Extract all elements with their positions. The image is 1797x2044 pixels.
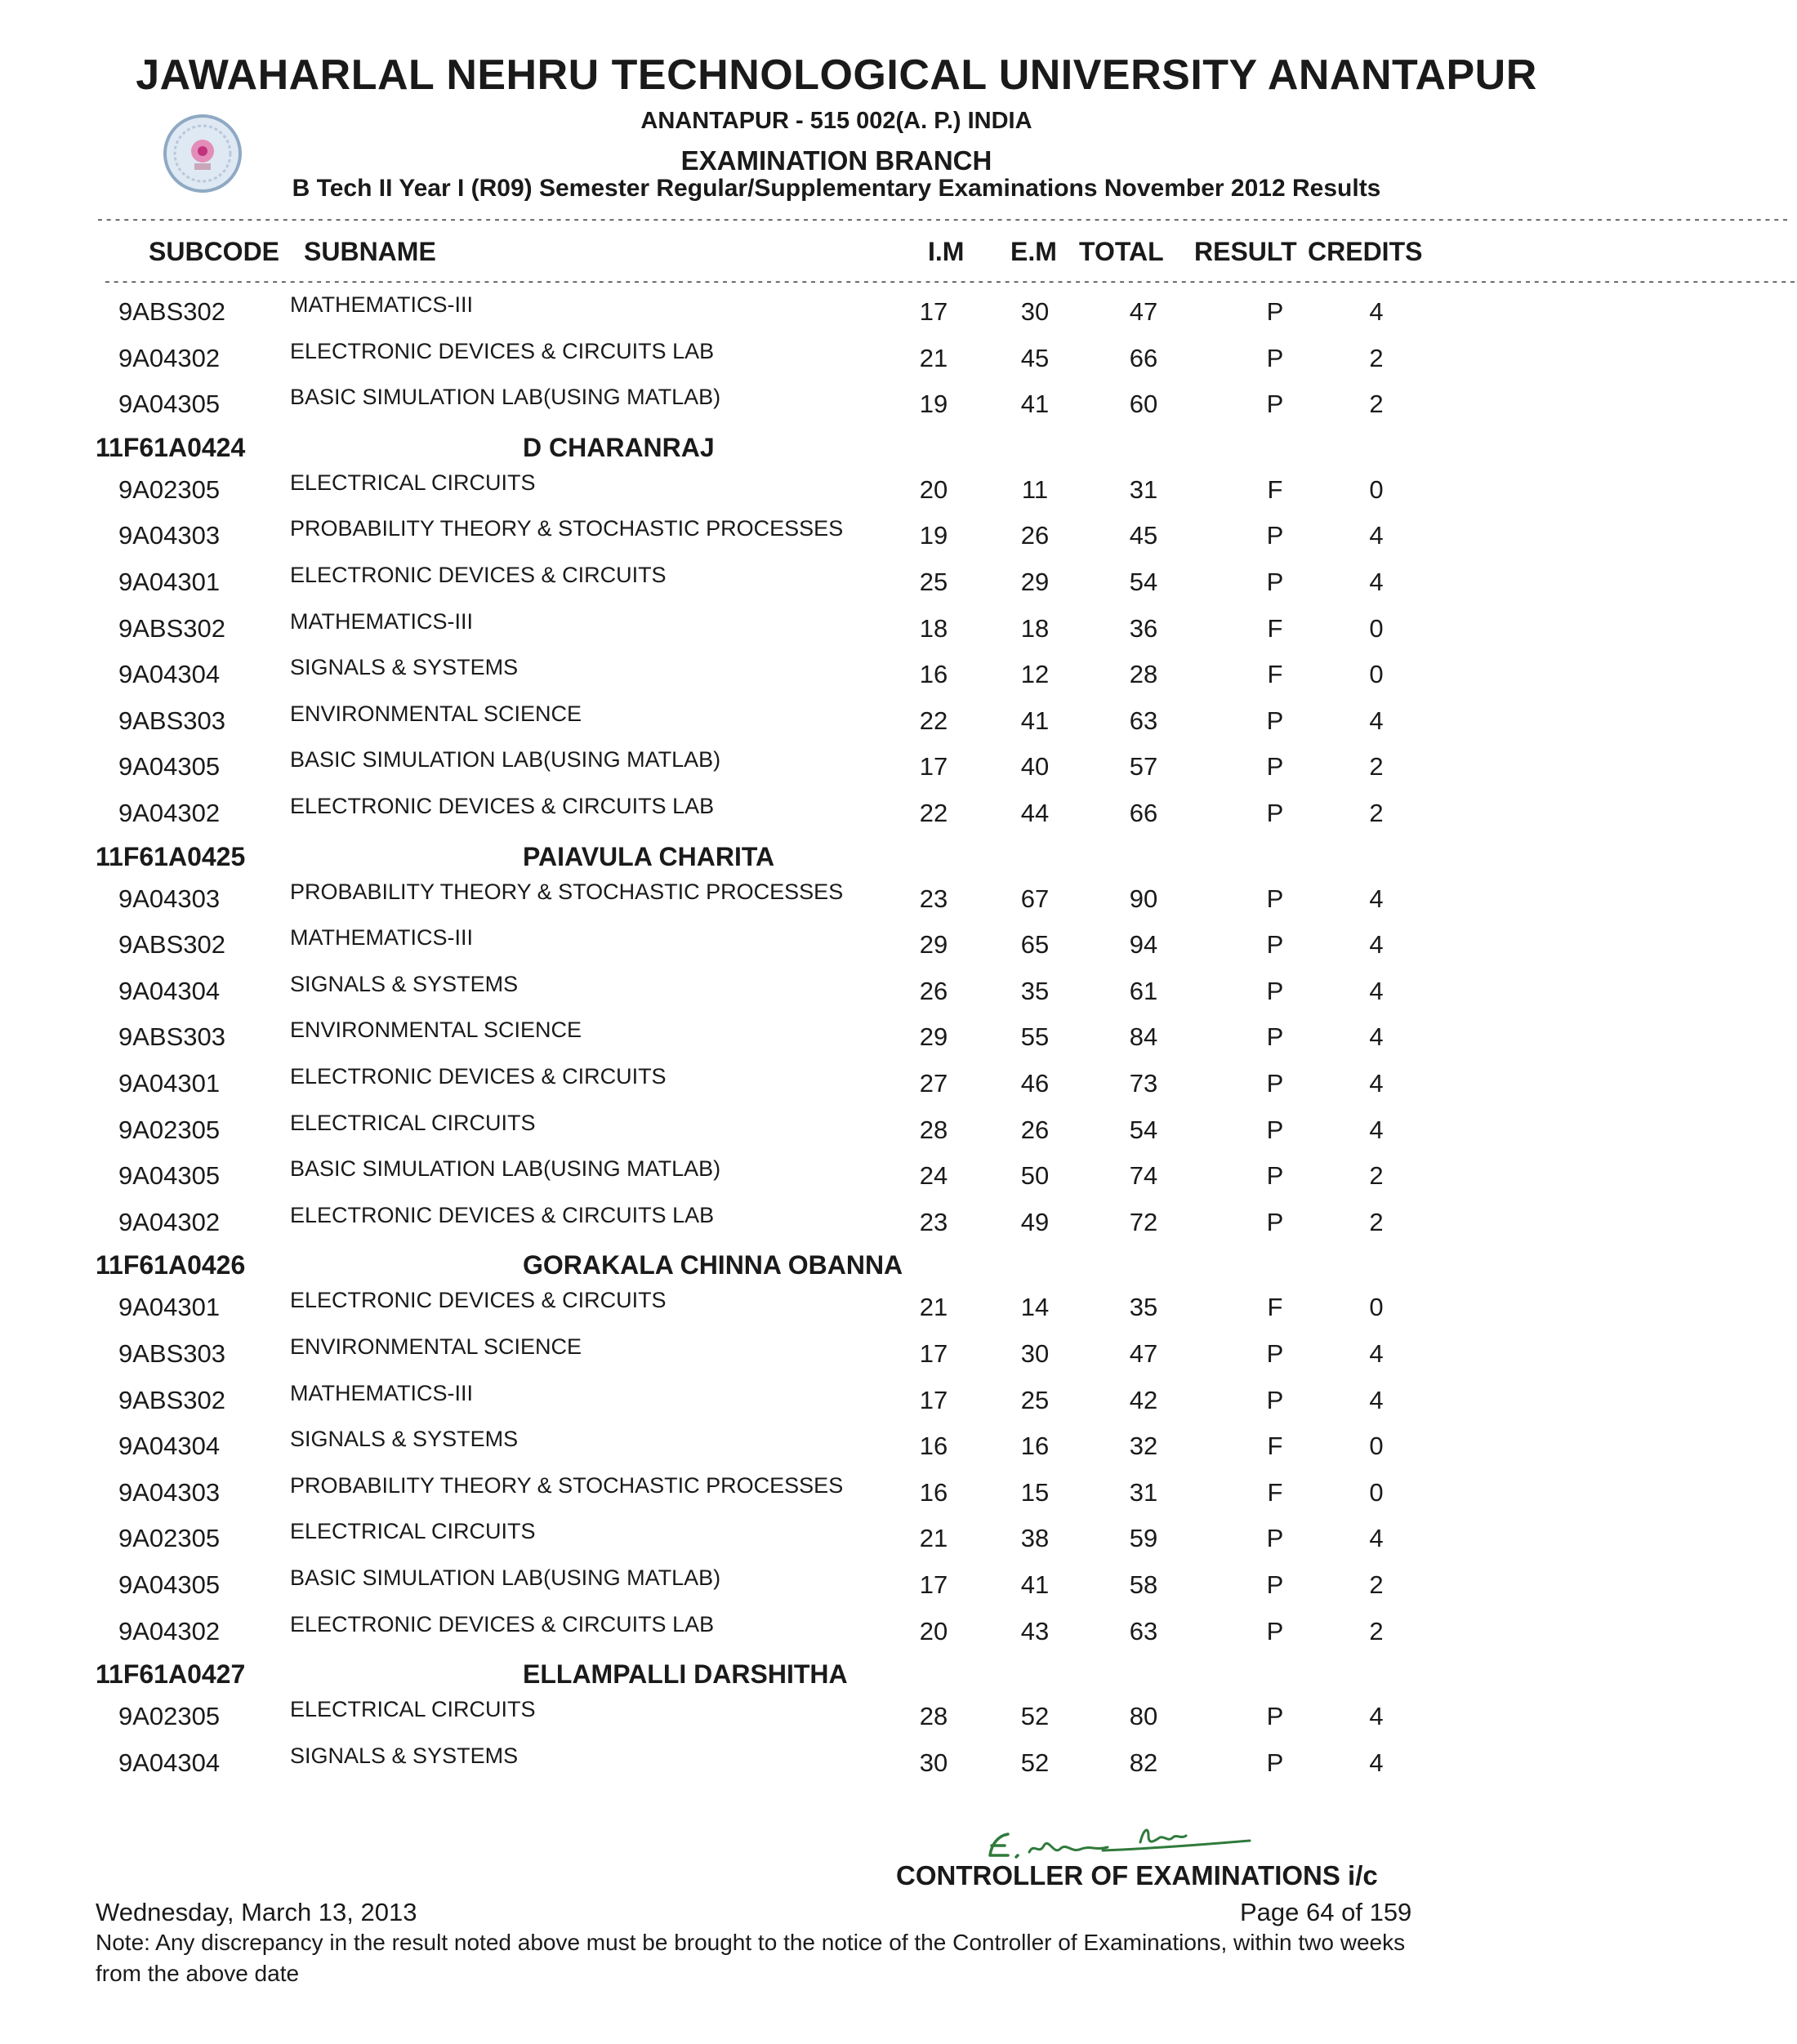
subject-name: MATHEMATICS-III: [290, 1380, 473, 1405]
external-marks: 65: [1020, 930, 1050, 960]
subject-name: SIGNALS & SYSTEMS: [290, 1743, 519, 1768]
total-marks: 80: [1129, 1702, 1158, 1731]
total-marks: 63: [1129, 706, 1158, 735]
external-marks: 38: [1020, 1524, 1050, 1553]
subject-name: ELECTRONIC DEVICES & CIRCUITS: [290, 563, 667, 587]
subject-name: SIGNALS & SYSTEMS: [290, 1427, 519, 1452]
column-header-subname: SUBNAME: [304, 237, 436, 266]
credits: 4: [1369, 1069, 1384, 1098]
result: P: [1266, 1161, 1284, 1191]
student-name: ELLAMPALLI DARSHITHA: [523, 1659, 848, 1690]
internal-marks: 22: [919, 706, 948, 735]
result: P: [1266, 1022, 1284, 1052]
internal-marks: 19: [919, 521, 948, 550]
external-marks: 14: [1020, 1293, 1050, 1322]
result: P: [1266, 1524, 1284, 1553]
subject-code: 9ABS303: [118, 1022, 225, 1052]
subject-code: 9ABS302: [118, 297, 225, 326]
subject-code: 9A04305: [118, 752, 221, 782]
external-marks: 25: [1020, 1385, 1050, 1414]
subject-name: ELECTRONIC DEVICES & CIRCUITS: [290, 1064, 667, 1089]
external-marks: 55: [1020, 1022, 1050, 1052]
credits: 4: [1369, 568, 1384, 596]
total-marks: 31: [1129, 474, 1158, 504]
external-marks: 44: [1020, 799, 1050, 827]
result: F: [1267, 474, 1283, 504]
hall-ticket-number: 11F61A0424: [96, 432, 246, 462]
total-marks: 54: [1129, 568, 1158, 596]
total-marks: 31: [1129, 1477, 1158, 1507]
external-marks: 26: [1020, 521, 1050, 550]
total-marks: 94: [1129, 930, 1158, 960]
external-marks: 30: [1020, 1339, 1050, 1368]
credits: 0: [1369, 1477, 1384, 1507]
credits: 2: [1369, 343, 1384, 372]
exam-title: B Tech II Year I (R09) Semester Regular/Supplementary Examinations November 2012 Results: [292, 175, 1381, 202]
credits: 4: [1369, 1385, 1384, 1414]
credits: 2: [1369, 799, 1384, 827]
total-marks: 28: [1129, 660, 1158, 689]
internal-marks: 17: [919, 1385, 948, 1414]
subject-name: ENVIRONMENTAL SCIENCE: [290, 1334, 582, 1359]
external-marks: 26: [1020, 1115, 1050, 1144]
subject-code: 9A02305: [118, 1115, 221, 1144]
table-row: [0, 1519, 1673, 1565]
total-marks: 32: [1129, 1432, 1158, 1461]
result: P: [1266, 752, 1284, 782]
total-marks: 82: [1129, 1748, 1158, 1777]
credits: 4: [1369, 884, 1384, 913]
table-row: [0, 1334, 1673, 1380]
internal-marks: 16: [919, 1477, 948, 1507]
student-name: GORAKALA CHINNA OBANNA: [523, 1250, 903, 1280]
student-name: D CHARANRAJ: [523, 432, 715, 462]
university-title: JAWAHARLAL NEHRU TECHNOLOGICAL UNIVERSITY ANANTAPUR: [136, 51, 1537, 99]
credits: 4: [1369, 930, 1384, 960]
total-marks: 54: [1129, 1115, 1158, 1144]
table-row: [0, 925, 1673, 971]
table-row: [0, 701, 1673, 747]
subject-name: ELECTRONIC DEVICES & CIRCUITS: [290, 1288, 667, 1313]
result: P: [1266, 1570, 1284, 1599]
result: F: [1267, 1432, 1283, 1461]
total-marks: 42: [1129, 1385, 1158, 1414]
internal-marks: 17: [919, 752, 948, 782]
result: F: [1267, 660, 1283, 689]
result: P: [1266, 884, 1284, 913]
internal-marks: 18: [919, 613, 948, 643]
result: F: [1267, 1477, 1283, 1507]
external-marks: 40: [1020, 752, 1050, 782]
table-row: [0, 385, 1673, 430]
subject-code: 9A04304: [118, 660, 221, 689]
subject-code: 9A04305: [118, 1161, 221, 1191]
subject-name: ELECTRONIC DEVICES & CIRCUITS LAB: [290, 338, 715, 363]
subject-name: BASIC SIMULATION LAB(USING MATLAB): [290, 1565, 721, 1590]
external-marks: 15: [1020, 1477, 1050, 1507]
table-row: [0, 1064, 1673, 1110]
external-marks: 41: [1020, 706, 1050, 735]
external-marks: 35: [1020, 976, 1050, 1005]
table-row: [0, 1743, 1673, 1789]
subject-name: ELECTRICAL CIRCUITS: [290, 470, 536, 495]
total-marks: 58: [1129, 1570, 1158, 1599]
external-marks: 41: [1020, 1570, 1050, 1599]
internal-marks: 24: [919, 1161, 948, 1191]
table-row: [0, 655, 1673, 701]
external-marks: 45: [1020, 343, 1050, 372]
result: P: [1266, 1702, 1284, 1731]
external-marks: 11: [1021, 474, 1049, 504]
table-row: [0, 339, 1673, 385]
credits: 0: [1369, 1432, 1384, 1461]
subject-code: 9A04303: [118, 521, 221, 550]
subject-name: BASIC SIMULATION LAB(USING MATLAB): [290, 1156, 721, 1182]
credits: 2: [1369, 1161, 1384, 1191]
internal-marks: 20: [919, 1616, 948, 1645]
table-row: [0, 1203, 1673, 1249]
subject-name: ENVIRONMENTAL SCIENCE: [290, 701, 582, 726]
subject-name: SIGNALS & SYSTEMS: [290, 655, 519, 680]
internal-marks: 17: [919, 297, 948, 326]
student-header: [0, 842, 1673, 878]
table-row: [0, 1111, 1673, 1156]
divider: ------------------------------------------------------------------------------------------------------------------------------------------------------------------------------------------------: [103, 274, 1797, 291]
subject-code: 9A04302: [118, 343, 221, 372]
student-header: [0, 433, 1673, 469]
credits: 4: [1369, 1022, 1384, 1052]
student-header: [0, 1250, 1673, 1286]
column-header-im: I.M: [928, 237, 965, 266]
credits: 0: [1369, 1293, 1384, 1322]
internal-marks: 21: [919, 1524, 948, 1553]
internal-marks: 26: [919, 976, 948, 1005]
credits: 2: [1369, 1207, 1384, 1236]
total-marks: 35: [1129, 1293, 1158, 1322]
internal-marks: 21: [919, 343, 948, 372]
table-row: [0, 1473, 1673, 1519]
subject-code: 9A04305: [118, 390, 221, 419]
external-marks: 50: [1020, 1161, 1050, 1191]
table-row: [0, 1018, 1673, 1063]
credits: 2: [1369, 1570, 1384, 1599]
student-name: PAIAVULA CHARITA: [523, 841, 775, 871]
subject-code: 9A04305: [118, 1570, 221, 1599]
divider: ------------------------------------------------------------------------------------------------------------------------------------------------------------------------------------------------: [96, 212, 1790, 229]
credits: 4: [1369, 1524, 1384, 1553]
subject-code: 9A04301: [118, 1293, 221, 1322]
internal-marks: 29: [919, 1022, 948, 1052]
total-marks: 45: [1129, 521, 1158, 550]
subject-name: MATHEMATICS-III: [290, 608, 473, 634]
table-row: [0, 470, 1673, 516]
total-marks: 60: [1129, 390, 1158, 419]
column-header-em: E.M: [1010, 237, 1057, 266]
subject-name: MATHEMATICS-III: [290, 925, 473, 951]
result: P: [1266, 1748, 1284, 1777]
subject-code: 9ABS302: [118, 1385, 225, 1414]
subject-code: 9A04304: [118, 1432, 221, 1461]
subject-code: 9ABS303: [118, 1339, 225, 1368]
table-row: [0, 1612, 1673, 1658]
subject-name: ELECTRONIC DEVICES & CIRCUITS LAB: [290, 1202, 715, 1227]
subject-code: 9A04303: [118, 1477, 221, 1507]
internal-marks: 20: [919, 474, 948, 504]
subject-code: 9A04302: [118, 799, 221, 827]
subject-code: 9A04301: [118, 1069, 221, 1098]
result: F: [1267, 613, 1283, 643]
table-row: [0, 1697, 1673, 1743]
external-marks: 49: [1020, 1207, 1050, 1236]
subject-name: ELECTRONIC DEVICES & CIRCUITS LAB: [290, 1611, 715, 1637]
credits: 4: [1369, 706, 1384, 735]
table-row: [0, 879, 1673, 925]
external-marks: 43: [1020, 1616, 1050, 1645]
total-marks: 47: [1129, 297, 1158, 326]
subject-code: 9ABS302: [118, 930, 225, 960]
external-marks: 30: [1020, 297, 1050, 326]
discrepancy-note: Note: Any discrepancy in the result noted above must be brought to the notice of the Controller of Examinations, within two weeks from the above date: [96, 1930, 1406, 1986]
internal-marks: 30: [919, 1748, 948, 1777]
total-marks: 47: [1129, 1339, 1158, 1368]
subject-name: SIGNALS & SYSTEMS: [290, 971, 519, 996]
subject-name: ELECTRICAL CIRCUITS: [290, 1519, 536, 1544]
result: P: [1266, 1339, 1284, 1368]
internal-marks: 29: [919, 930, 948, 960]
credits: 4: [1369, 976, 1384, 1005]
total-marks: 90: [1129, 884, 1158, 913]
student-header: [0, 1659, 1673, 1695]
external-marks: 52: [1020, 1748, 1050, 1777]
internal-marks: 17: [919, 1339, 948, 1368]
table-row: [0, 1565, 1673, 1611]
credits: 4: [1369, 1115, 1384, 1144]
external-marks: 41: [1020, 390, 1050, 419]
subject-name: MATHEMATICS-III: [290, 292, 473, 317]
result: P: [1266, 343, 1284, 372]
subject-code: 9A02305: [118, 1702, 221, 1731]
result: P: [1266, 799, 1284, 827]
internal-marks: 23: [919, 884, 948, 913]
internal-marks: 22: [919, 799, 948, 827]
internal-marks: 16: [919, 1432, 948, 1461]
credits: 0: [1369, 660, 1384, 689]
credits: 4: [1369, 297, 1384, 326]
table-row: [0, 972, 1673, 1018]
result: P: [1266, 976, 1284, 1005]
result: P: [1266, 1115, 1284, 1144]
hall-ticket-number: 11F61A0426: [96, 1250, 246, 1280]
column-header-subcode: SUBCODE: [149, 237, 280, 266]
print-date: Wednesday, March 13, 2013: [96, 1898, 417, 1926]
external-marks: 46: [1020, 1069, 1050, 1098]
table-row: [0, 1288, 1673, 1334]
external-marks: 18: [1020, 613, 1050, 643]
table-row: [0, 747, 1673, 793]
subject-name: ENVIRONMENTAL SCIENCE: [290, 1018, 582, 1043]
credits: 0: [1369, 474, 1384, 504]
result: P: [1266, 1207, 1284, 1236]
credits: 4: [1369, 521, 1384, 550]
table-row: [0, 516, 1673, 562]
subject-code: 9A04304: [118, 1748, 221, 1777]
subject-code: 9A04302: [118, 1207, 221, 1236]
total-marks: 74: [1129, 1161, 1158, 1191]
credits: 4: [1369, 1702, 1384, 1731]
result: P: [1266, 297, 1284, 326]
column-header-total: TOTAL: [1079, 237, 1164, 266]
internal-marks: 16: [919, 660, 948, 689]
internal-marks: 28: [919, 1702, 948, 1731]
result: P: [1266, 1616, 1284, 1645]
hall-ticket-number: 11F61A0427: [96, 1659, 246, 1690]
table-row: [0, 1156, 1673, 1202]
branch-title: EXAMINATION BRANCH: [680, 145, 992, 176]
subject-code: 9A02305: [118, 474, 221, 504]
subject-code: 9A04301: [118, 568, 221, 596]
total-marks: 63: [1129, 1616, 1158, 1645]
total-marks: 66: [1129, 343, 1158, 372]
subject-code: 9A04303: [118, 884, 221, 913]
result: P: [1266, 706, 1284, 735]
result: P: [1266, 1069, 1284, 1098]
external-marks: 52: [1020, 1702, 1050, 1731]
result: P: [1266, 568, 1284, 596]
internal-marks: 27: [919, 1069, 948, 1098]
subject-name: PROBABILITY THEORY & STOCHASTIC PROCESSES: [290, 1472, 844, 1498]
table-row: [0, 1427, 1673, 1472]
total-marks: 59: [1129, 1524, 1158, 1553]
internal-marks: 21: [919, 1293, 948, 1322]
university-address: ANANTAPUR - 515 002(A. P.) INDIA: [640, 108, 1032, 134]
controller-title: CONTROLLER OF EXAMINATIONS i/c: [896, 1860, 1378, 1890]
subject-name: BASIC SIMULATION LAB(USING MATLAB): [290, 747, 721, 773]
internal-marks: 19: [919, 390, 948, 419]
internal-marks: 28: [919, 1115, 948, 1144]
subject-code: 9ABS303: [118, 706, 225, 735]
credits: 2: [1369, 1616, 1384, 1645]
result: P: [1266, 930, 1284, 960]
credits: 4: [1369, 1339, 1384, 1368]
internal-marks: 17: [919, 1570, 948, 1599]
table-row: [0, 1381, 1673, 1427]
total-marks: 36: [1129, 613, 1158, 643]
total-marks: 73: [1129, 1069, 1158, 1098]
total-marks: 57: [1129, 752, 1158, 782]
external-marks: 67: [1020, 884, 1050, 913]
subject-code: 9A04302: [118, 1616, 221, 1645]
hall-ticket-number: 11F61A0425: [96, 841, 246, 871]
total-marks: 61: [1129, 976, 1158, 1005]
external-marks: 29: [1020, 568, 1050, 596]
credits: 2: [1369, 752, 1384, 782]
column-header-credits: CREDITS: [1308, 237, 1423, 266]
subject-code: 9ABS302: [118, 613, 225, 643]
total-marks: 84: [1129, 1022, 1158, 1052]
subject-name: PROBABILITY THEORY & STOCHASTIC PROCESSES: [290, 879, 844, 904]
subject-code: 9A04304: [118, 976, 221, 1005]
table-row: [0, 563, 1673, 608]
subject-name: PROBABILITY THEORY & STOCHASTIC PROCESSES: [290, 516, 844, 541]
subject-name: ELECTRONIC DEVICES & CIRCUITS LAB: [290, 794, 715, 818]
subject-code: 9A02305: [118, 1524, 221, 1553]
credits: 0: [1369, 613, 1384, 643]
credits: 2: [1369, 390, 1384, 419]
table-row: [0, 794, 1673, 839]
page-number: Page 64 of 159: [1240, 1898, 1412, 1926]
internal-marks: 25: [919, 568, 948, 596]
table-row: [0, 609, 1673, 655]
external-marks: 12: [1020, 660, 1050, 689]
result: P: [1266, 1385, 1284, 1414]
subject-name: BASIC SIMULATION LAB(USING MATLAB): [290, 385, 721, 410]
internal-marks: 23: [919, 1207, 948, 1236]
external-marks: 16: [1020, 1432, 1050, 1461]
table-row: [0, 292, 1673, 338]
column-header-result: RESULT: [1194, 237, 1297, 266]
result: F: [1267, 1293, 1283, 1322]
result: P: [1266, 521, 1284, 550]
credits: 4: [1369, 1748, 1384, 1777]
result: P: [1266, 390, 1284, 419]
subject-name: ELECTRICAL CIRCUITS: [290, 1697, 536, 1722]
total-marks: 72: [1129, 1207, 1158, 1236]
total-marks: 66: [1129, 799, 1158, 827]
subject-name: ELECTRICAL CIRCUITS: [290, 1110, 536, 1135]
